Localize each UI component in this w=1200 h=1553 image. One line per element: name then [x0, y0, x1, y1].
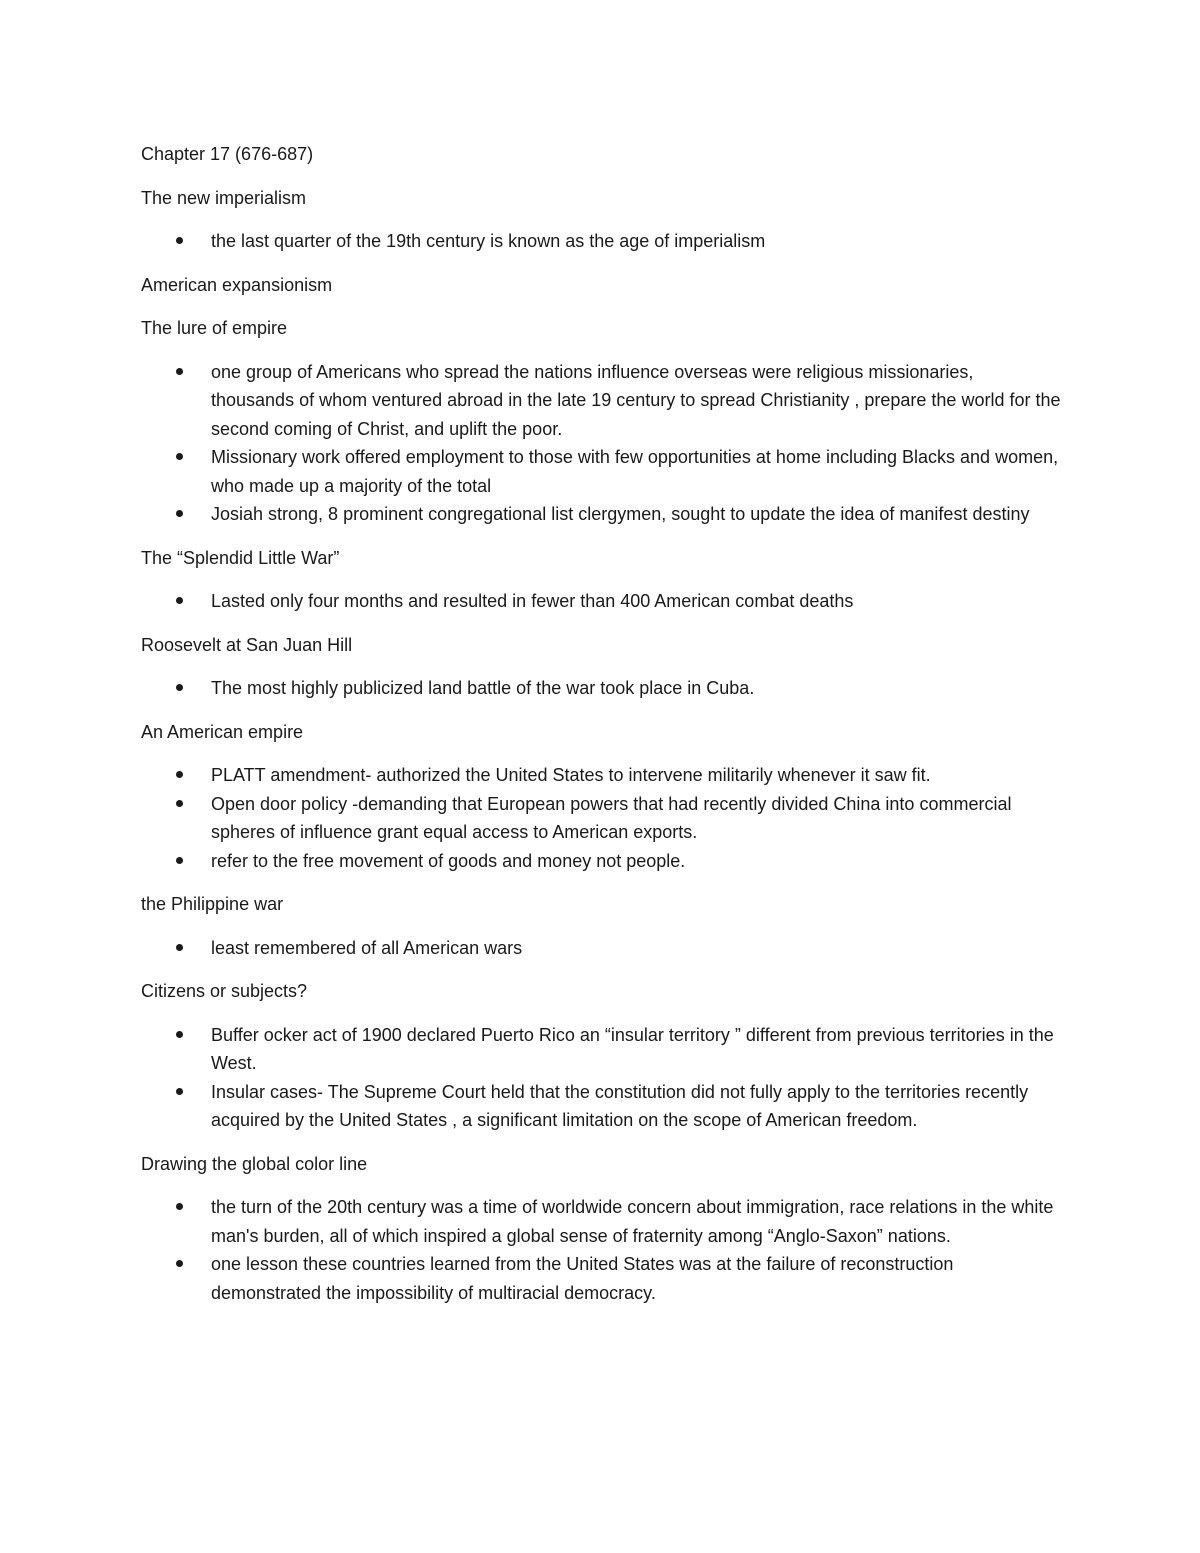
- bullet-item: Insular cases- The Supreme Court held that the constitution did not fully apply to the territories recently acquired by the United States , a significant limitation on the scope of American freedom.: [141, 1078, 1061, 1135]
- section-heading: American expansionism: [141, 274, 333, 295]
- bullet-item: one group of Americans who spread the nations influence overseas were religious missionaries, thousands of whom ventured abroad in the late 19 century to spread Christianity , prepare the world for the second coming of Christ, and uplift the poor.: [141, 358, 1061, 444]
- bullet-item: one lesson these countries learned from the United States was at the failure of reconstruction demonstrated the impossibility of multiracial democracy.: [141, 1250, 1061, 1307]
- bullet-item: PLATT amendment- authorized the United States to intervene militarily whenever it saw fit.: [141, 761, 1061, 790]
- document-body: [141, 184, 1061, 1308]
- bullet-item: Open door policy -demanding that European powers that had recently divided China into commercial spheres of influence grant equal access to American exports.: [141, 790, 1061, 847]
- bullet-item: refer to the free movement of goods and money not people.: [141, 847, 1061, 876]
- bullet-item: least remembered of all American wars: [141, 934, 1061, 963]
- section-heading: The “Splendid Little War”: [141, 547, 340, 568]
- section-heading: Roosevelt at San Juan Hill: [141, 634, 353, 655]
- bullet-item: Lasted only four months and resulted in fewer than 400 American combat deaths: [141, 587, 1061, 616]
- bullet-item: Missionary work offered employment to those with few opportunities at home including Blacks and women, who made up a majority of the total: [141, 443, 1061, 500]
- bullet-list: [141, 587, 1061, 616]
- bullet-list: [141, 358, 1061, 529]
- bullet-list: [141, 227, 1061, 256]
- section-heading: An American empire: [141, 721, 304, 742]
- bullet-item: the turn of the 20th century was a time of worldwide concern about immigration, race relations in the white man's burden, all of which inspired a global sense of fraternity among “Anglo-Saxon” nations.: [141, 1193, 1061, 1250]
- document-page: [141, 140, 1061, 1322]
- bullet-item: the last quarter of the 19th century is known as the age of imperialism: [141, 227, 1061, 256]
- bullet-list: [141, 674, 1061, 703]
- bullet-item: Buffer ocker act of 1900 declared Puerto Rico an “insular territory ” different from previous territories in the West.: [141, 1021, 1061, 1078]
- bullet-item: The most highly publicized land battle of the war took place in Cuba.: [141, 674, 1061, 703]
- bullet-list: [141, 1021, 1061, 1135]
- section-heading: The new imperialism: [141, 187, 307, 208]
- bullet-item: Josiah strong, 8 prominent congregational list clergymen, sought to update the idea of manifest destiny: [141, 500, 1061, 529]
- section-heading: the Philippine war: [141, 894, 284, 914]
- document-title: Chapter 17 (676-687): [141, 144, 314, 164]
- section-heading: The lure of empire: [141, 318, 288, 338]
- bullet-list: [141, 761, 1061, 875]
- bullet-list: [141, 1193, 1061, 1307]
- bullet-list: [141, 934, 1061, 963]
- section-heading: Drawing the global color line: [141, 1153, 368, 1174]
- section-heading: Citizens or subjects?: [141, 981, 308, 1001]
